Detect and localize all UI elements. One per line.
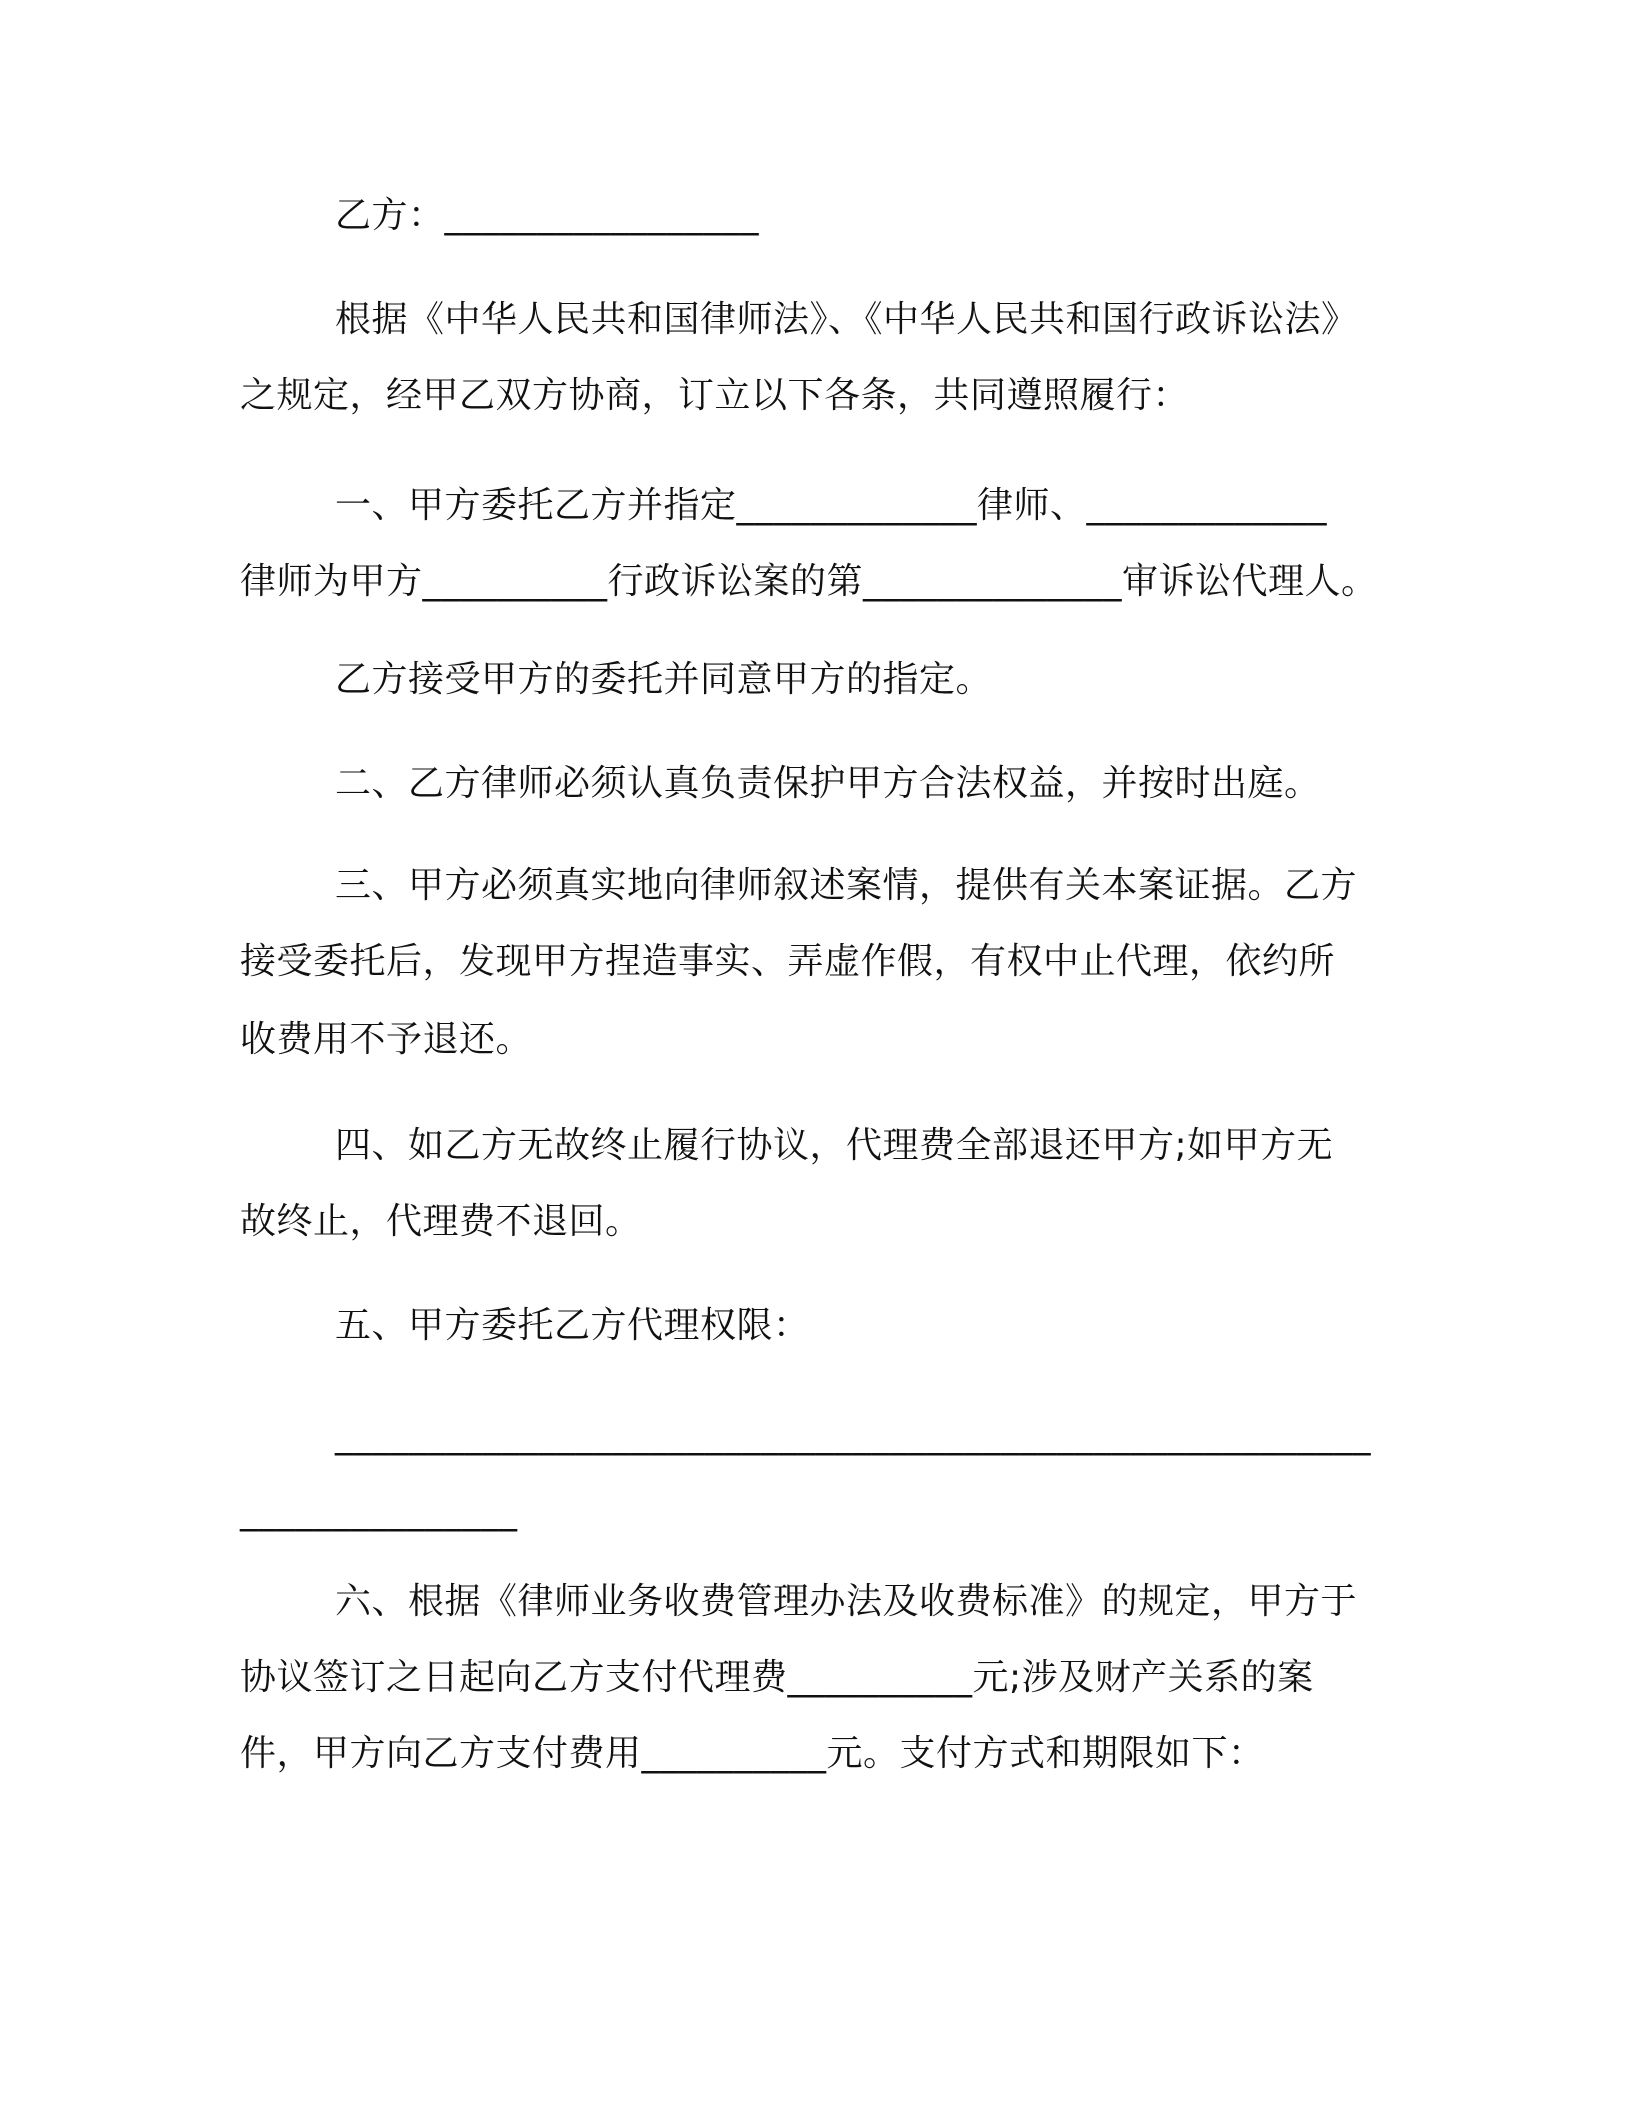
preamble-line-2: 之规定，经甲乙双方协商，订立以下各条，共同遵照履行：: [240, 375, 1190, 416]
clause-5-line: 五、甲方委托乙方代理权限：: [335, 1305, 810, 1346]
clause-1-line-2: 律师为甲方__________行政诉讼案的第______________审诉讼代理人。: [240, 561, 1378, 602]
preamble-line-1: 根据《中华人民共和国律师法》、《中华人民共和国行政诉讼法》: [335, 299, 1358, 340]
acceptance-line: 乙方接受甲方的委托并同意甲方的指定。: [335, 659, 993, 700]
authority-blank-line-1: ________________________________________________________: [335, 1415, 1371, 1456]
clause-1-line-1: 一、甲方委托乙方并指定_____________律师、_____________: [335, 485, 1328, 526]
clause-6-line-2: 协议签订之日起向乙方支付代理费__________元;涉及财产关系的案: [240, 1657, 1314, 1698]
clause-3-line-3: 收费用不予退还。: [240, 1019, 533, 1060]
clause-6-line-3: 件，甲方向乙方支付费用__________元。支付方式和期限如下：: [240, 1733, 1265, 1774]
clause-2-line: 二、乙方律师必须认真负责保护甲方合法权益，并按时出庭。: [335, 763, 1321, 804]
clause-4-line-1: 四、如乙方无故终止履行协议，代理费全部退还甲方;如甲方无: [335, 1125, 1334, 1166]
party-b-line: 乙方：_________________: [335, 195, 760, 236]
clause-4-line-2: 故终止，代理费不退回。: [240, 1201, 642, 1242]
authority-blank-line-2: _______________: [240, 1491, 518, 1532]
clause-3-line-2: 接受委托后，发现甲方捏造事实、弄虚作假，有权中止代理，依约所: [240, 941, 1336, 982]
clause-6-line-1: 六、根据《律师业务收费管理办法及收费标准》的规定，甲方于: [335, 1581, 1358, 1622]
clause-3-line-1: 三、甲方必须真实地向律师叙述案情，提供有关本案证据。乙方: [335, 865, 1358, 906]
